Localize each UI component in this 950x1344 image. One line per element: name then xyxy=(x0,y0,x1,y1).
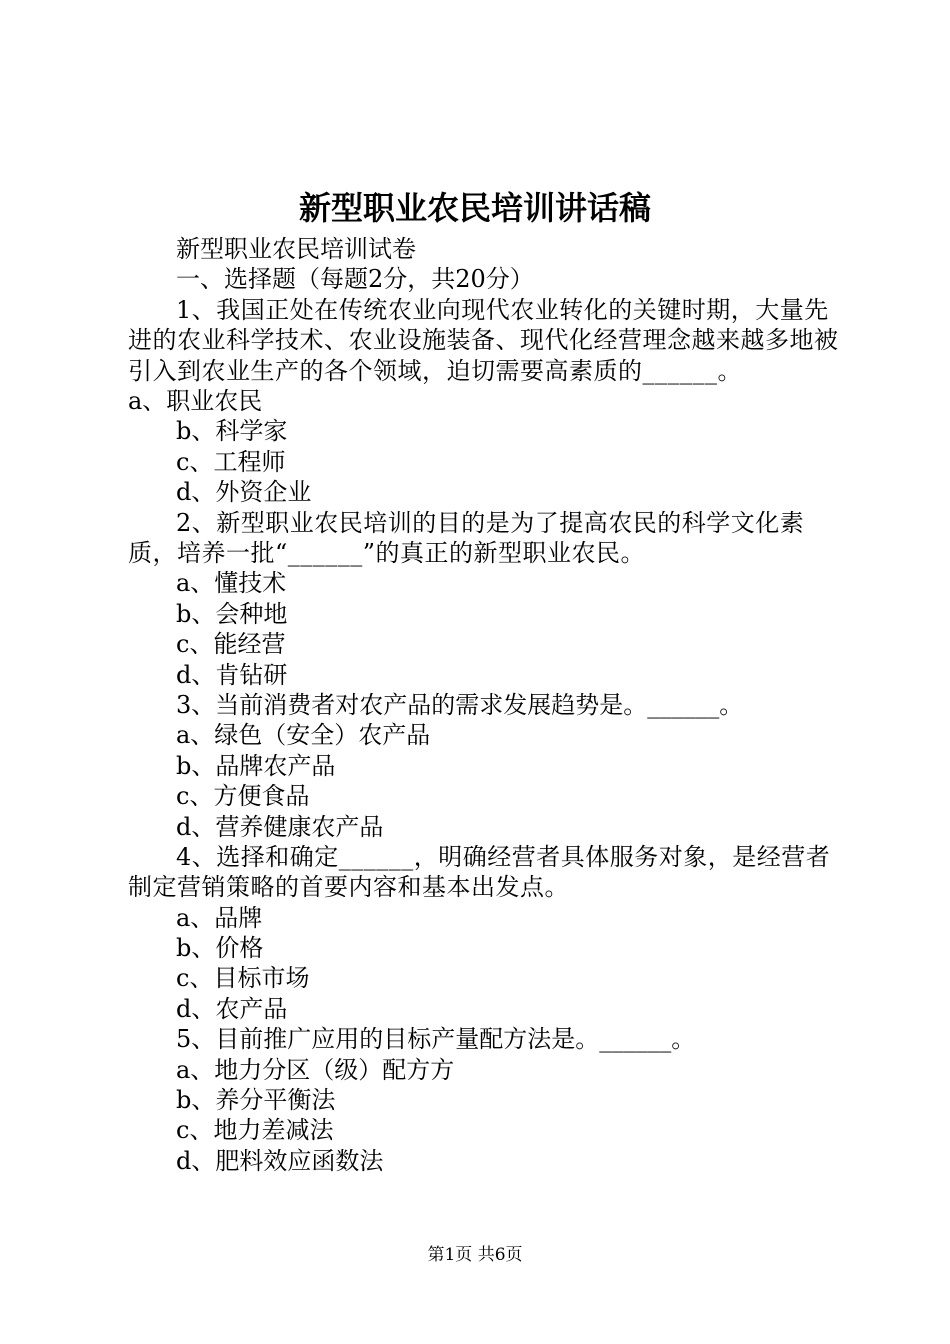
question-5-option-a: a、地力分区（级）配方方 xyxy=(176,1055,455,1084)
question-4-option-d: d、农产品 xyxy=(176,994,288,1023)
question-3-option-b: b、品牌农产品 xyxy=(176,751,336,780)
question-2: 2、新型职业农民培训的目的是为了提高农民的科学文化素质，培养一批“______”的真正的新型职业农民。 xyxy=(128,508,805,567)
question-1-option-d: d、外资企业 xyxy=(176,478,312,507)
question-2-option-b: b、会种地 xyxy=(176,599,288,628)
question-3-option-d: d、营养健康农产品 xyxy=(176,812,384,841)
page-footer: 第1页 共6页 xyxy=(427,1245,523,1265)
question-4-option-a: a、品牌 xyxy=(176,903,263,932)
question-5: 5、目前推广应用的目标产量配方法是。______。 xyxy=(176,1025,696,1054)
question-4: 4、选择和确定______，明确经营者具体服务对象，是经营者制定营销策略的首要内容和基本出发点。 xyxy=(128,842,831,902)
question-4-option-c: c、目标市场 xyxy=(176,964,310,993)
section-heading: 一、选择题（每题2分，共20分） xyxy=(176,265,534,294)
question-5-option-d: d、肥料效应函数法 xyxy=(176,1146,384,1175)
question-1-option-c: c、工程师 xyxy=(176,447,286,476)
question-1-option-a: a、职业农民 xyxy=(128,387,263,415)
question-3: 3、当前消费者对农产品的需求发展趋势是。______。 xyxy=(176,690,744,719)
question-4-option-b: b、价格 xyxy=(176,934,264,963)
question-5-option-c: c、地力差减法 xyxy=(176,1116,334,1145)
question-2-option-c: c、能经营 xyxy=(176,630,286,659)
question-5-option-b: b、养分平衡法 xyxy=(176,1086,336,1115)
question-1-option-b: b、科学家 xyxy=(176,417,288,446)
question-3-option-c: c、方便食品 xyxy=(176,782,310,811)
question-3-option-a: a、绿色（安全）农产品 xyxy=(176,721,431,750)
exam-subtitle: 新型职业农民培训试卷 xyxy=(176,235,416,263)
question-1: 1、我国正处在传统农业向现代农业转化的关键时期，大量先进的农业科学技术、农业设施装备、现代化经营理念越来越多地被引入到农业生产的各个领域，迫切需要高素质的______。 xyxy=(128,295,839,385)
question-2-option-a: a、懂技术 xyxy=(176,569,287,598)
question-2-option-d: d、肯钻研 xyxy=(176,660,288,689)
page-title: 新型职业农民培训讲话稿 xyxy=(298,189,651,227)
document-body xyxy=(128,234,840,1176)
